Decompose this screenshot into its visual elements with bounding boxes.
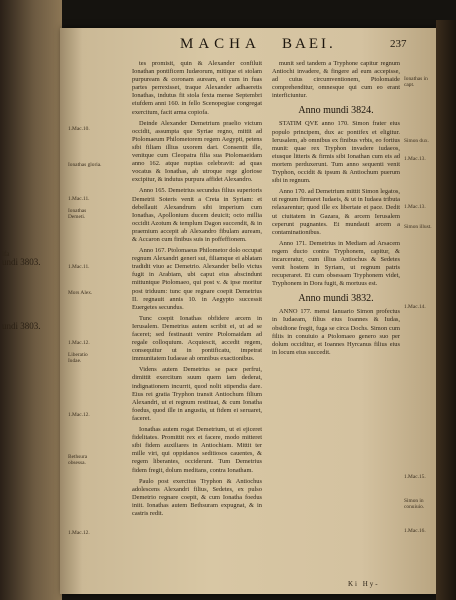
- margin-note: Mors Alex.: [68, 290, 93, 296]
- margin-note: Ionathas gloria.: [68, 162, 102, 168]
- left-column: [132, 60, 262, 521]
- margin-note: 1.Mac.12.: [68, 412, 90, 418]
- margin-note: Simon dux.: [404, 138, 429, 144]
- paragraph: Paulo post exercitus Tryphon & Antiochus adolescens Alexandri filius, Sedetes, ex pulso Demetrio regnare coepit, & cum Ionatha foedus iniit. Ionathas autem Bethsuram expugnat, & in castris redit.: [132, 477, 262, 517]
- paragraph: Anno 165. Demetrius secundus filius superioris Demetrii Soteris venit a Creta in Syriam: et debellauit Alexandrum sibi imperium cum Ionathas, Apollonium ducem deuicit; octo millia occidit Azotum & templum Dagon succendit, & in praemium accepit ab Alexandro fibulam auream, & Accaron cum finibus suis in poffeffionem.: [132, 187, 262, 243]
- margin-note: 1.Mac.13.: [404, 156, 426, 162]
- margin-note: 1.Mac.10.: [68, 126, 90, 132]
- paragraph: Ionathas autem rogat Demetrium, ut ei ejiceret fidelitates. Promittit rex et facere, modo mitteret sibi fidem auxiliares in Antiochiam. Mittit ter mille viri, qui oppidanos seditiosos cauentes, & regem liberantes, occiderunt. Tum Demetrius fidem fregit, dolum meditans, contra Ionatham.: [132, 426, 262, 474]
- right-shadow: [436, 20, 456, 600]
- margin-note: 1.Mac.11.: [68, 196, 90, 202]
- paragraph: Anno 170. ad Demetrium mittit Simon legatos, ut regnum firmaret Iudaeis, & ut in Iudaea tributa relaxarentur; quod ille ex libertate et pace. Dedit ut ciuitatem in Gazara, & arcem Ierusalem ceperunt pugnantes. Et mundauit arcem a contaminationibus.: [272, 188, 400, 236]
- margin-note: 1.Mac.13.: [404, 204, 426, 210]
- margin-note: Ionathas in capt.: [404, 76, 428, 89]
- page-header: [60, 36, 436, 58]
- left-page-fragment: undi 3803.: [2, 258, 41, 267]
- margin-note: 1.Mac.14.: [404, 304, 426, 310]
- margin-note: Bethsura obsessa.: [68, 454, 88, 467]
- book-page: [60, 28, 436, 594]
- margin-note: 1.Mac.11.: [68, 264, 90, 270]
- paragraph: Tunc coepit Ionathas obfidere arcem in Ierusalem. Demetrius autem scribit ei, ut ad se faceret; sed festinauit venire Ptolomaidam ad regale colloquium. Acquiescit, accedit regem, consequitur ut in pontificatu, impetrat immunitatem Iudaeae ab omnibus exactionibus.: [132, 314, 262, 363]
- margin-note: Simon illust.: [404, 224, 432, 230]
- paragraph: Anno 167. Ptolomaeus Philometor dolo occupat regnum Alexandri generi sui, filiamque ei ablatam tradidit viuo ac Demetrio. Alexander bello victus fugit in Arabiam, ubi caput eius abscindunt mittuntque Ptolomaeo, qui post v. & ipse moritur post triduum: tunc que regnare coepit Demetrius II. regnauit annis 10. in Aegypto successit Euergetes secundus.: [132, 247, 262, 311]
- paragraph: ANNO 177. mensi Ianuario Simon profectus in Iudaeam, filius eius Ioannes & Iudas, obsidione fregit, fuga se circa Dochs. Simon cum filiis in conuiuio a Ptolomaeo genero suo per dolum occiditur, et Ioannes Hyrcanus filius eius in locum eius succedit.: [272, 308, 400, 356]
- paragraph: Deinde Alexander Demetrium praelio victum occidit, assumpta que Syriae regno, mittit ad Ptolomaeum Philometorem regem Aegypti, petens sibi filiam illius uxorem dari. Consentit ille, venitque cum Cleopatra filia sua Ptolomaeidam anno 162. atque nuptias celebravit: ad quas vocatus & Ionathas, ab utroque rege gloriose excipitur, & indutus purpura affidet Alexandro.: [132, 119, 262, 184]
- page-signature: Ki Hy-: [348, 580, 380, 588]
- margin-note: 1.Mac.16.: [404, 528, 426, 534]
- page-number: 237: [390, 38, 407, 50]
- left-page-edge: [0, 0, 62, 600]
- margin-note: 1.Mac.12.: [68, 530, 90, 536]
- margin-note: 1.Mac.15.: [404, 474, 426, 480]
- header-right: BAEI.: [282, 36, 336, 52]
- section-heading: Anno mundi 3832.: [298, 293, 374, 305]
- paragraph: tes promisit, quin & Alexander confiluit Ionathan pontificem Iudæorum, mitique ei stolam purpuream & coronam auream, et cum in fuas partes perrexisset, traque Alexander adhaeretis Ionathas, indutus fit stola fexta mense Septembri eiufdem anni 160. in fello Scenopegiae congregat exercitum, facit arma copiofa.: [132, 60, 262, 116]
- margin-note: 1.Mac.12.: [68, 340, 90, 346]
- section-heading: Anno mundi 3824.: [298, 105, 374, 117]
- left-page-fragment: ifa: [2, 250, 10, 258]
- paragraph: munit sed tandem a Tryphone capitur regnum Antiochi invadere, & fingere ad eum accepisse, ad cuius circumventionem, Ptolomaide comprehenditur, omnesque qui cum eo erant interficiuntur.: [272, 60, 400, 100]
- paragraph: Anno 171. Demetrius in Mediam ad Arsacem regem ducto contra Tryphonem, capitur, & incarceratur, cum illius Antiochus & Sedetes venit hostem in Syriam, ut regnum patris recuperaret. Et cum obsessam Tryphonem videt, Tryphonem in Dora fugit, & mortuus est.: [272, 239, 400, 288]
- margin-note: Liberatio Iudae.: [68, 352, 88, 365]
- margin-note: Ionathas Demeti.: [68, 208, 87, 221]
- header-left: MACHA: [180, 36, 261, 52]
- paragraph: STATIM QVE anno 170. Simon frater eius populo principem, dux ac pontifex et eligitur. Ierusalem, ab omnibus ex finibus vrbis, eo fortius munit: quae rex Tryphon invadere iudaeos, eiusque litteris & firmis sibi Ionathan cum eis ad mortem perduxerunt. Tum anno sequenti venit Tryphon, occidit & ipsum & Antiochum puerum sibi in regnum.: [272, 120, 400, 185]
- left-page-fragment: undi 3803.: [2, 322, 41, 331]
- margin-note: Simon in conuiuio.: [404, 498, 425, 511]
- right-column: [272, 60, 400, 360]
- paragraph: Videns autem Demetrius se pace perfrui, dimittit exercitum suum quem iam dederat, indignationem incurrit, quod nolit stipendia dare. Eius rei gratia Tryphon transit Antiochum filium Alexandri, ut ei regnum restituat, & cum Ionatha foedus, quod ille in angustia, ut fidem ei seruaret, faceret.: [132, 366, 262, 422]
